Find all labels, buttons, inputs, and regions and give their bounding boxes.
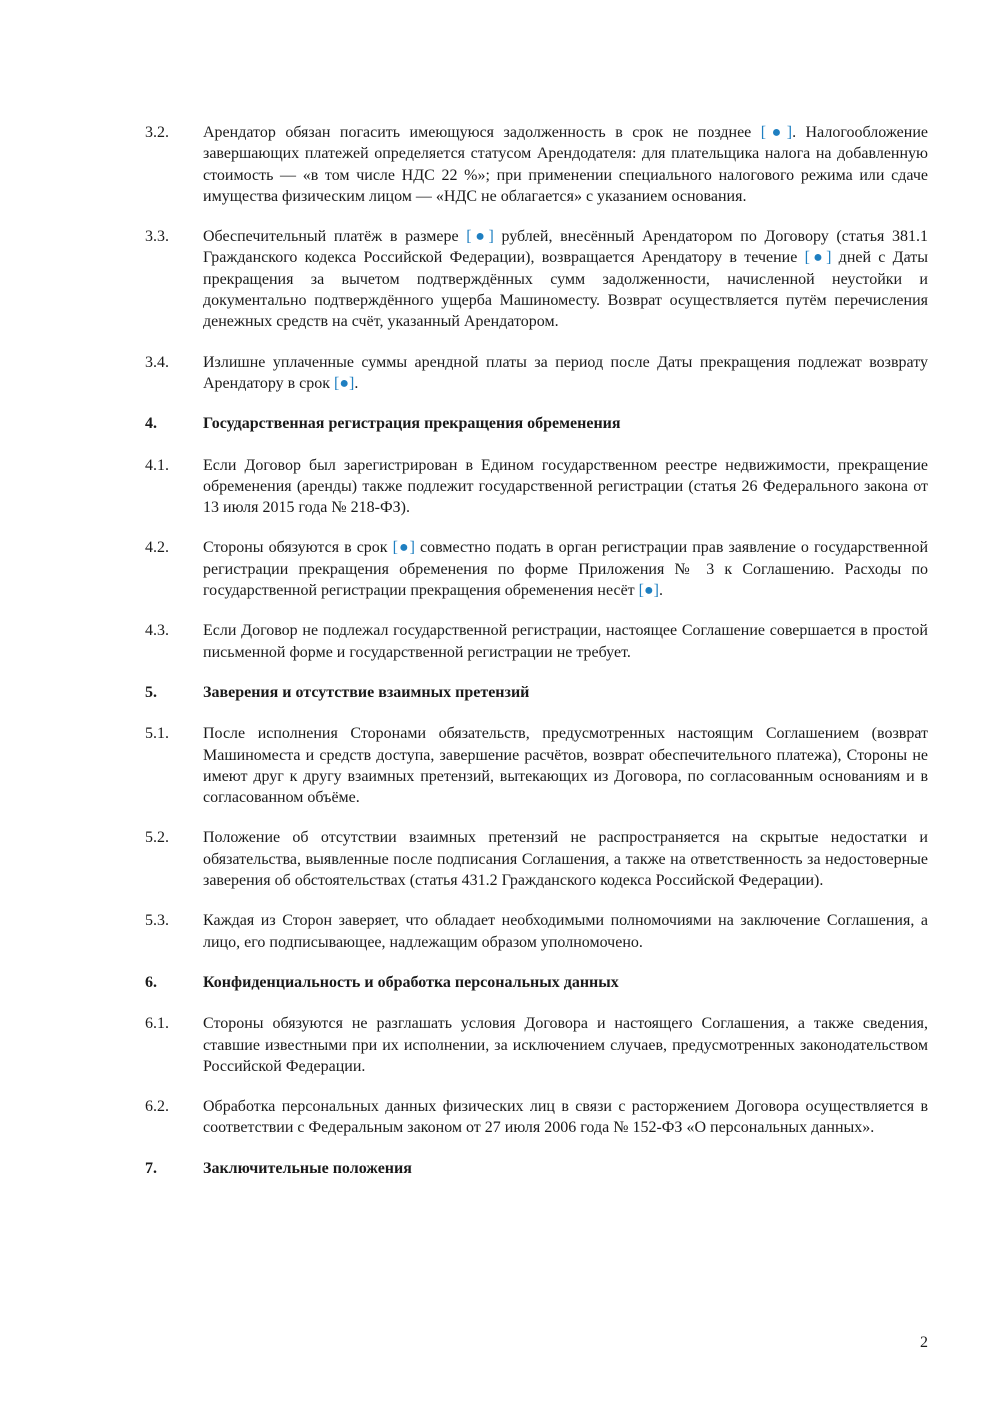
clause-text [203,910,928,953]
text-run: дней с Даты прекращения за вычетом подтверждённых сумм задолженности, начисленной неустойки и документально подтверждённого ущерба Машиноместу. Возврат осуществляется путём перечисления денежных средств на счёт, указанный Арендатором. [203,249,929,331]
section-title [203,413,928,434]
text-run: Если Договор был зарегистрирован в Едином государственном реестре недвижимости, прекращение обременения (аренды) также подлежит государственной регистрации (статья 26 Федерального закона от 13 июля 2015 года № 218-ФЗ). [203,456,928,517]
clause [145,352,928,395]
clause-text [203,352,928,395]
text-run: Обеспечительный платёж в размере [203,228,467,246]
text-run: Заключительные положения [203,1159,412,1177]
clause-text [203,537,928,601]
section-heading [145,682,928,703]
text-run: совместно подать в орган регистрации прав заявление о государственной регистрации прекращения обременения по форме Приложения № 3 к Соглашению. Расходы по государственной регистрации прекращения обременения несёт [203,539,928,600]
placeholder-field: [●] [392,539,416,557]
document-body [145,122,928,1199]
text-run: Обработка персональных данных физических лиц в связи с расторжением Договора осуществляется в соответствии с Федеральным законом от 27 июля 2006 года № 152-ФЗ «О персональных данных». [203,1098,928,1137]
clause [145,122,928,207]
text-run: Стороны обязуются не разглашать условия Договора и настоящего Соглашения, а также сведения, ставшие известными при их исполнении, за исключением случаев, предусмотренных законодательством Российской Федерации. [203,1015,928,1075]
clause [145,226,928,332]
placeholder-field: [●] [638,582,659,600]
section-heading [145,972,928,993]
clause-number: 4.1. [145,456,169,474]
clause-number: 6.1. [145,1015,169,1033]
clause [145,620,928,663]
text-run: . Налогообложение завершающих платежей определяется статусом Арендодателя: для плательщика налога на добавленную стоимость — «в том числе НДС 22 %»; при применении специального налогового режима или сдаче имущества физическим лицом — «НДС не облагается» с указанием основания. [203,124,928,205]
clause-text [203,226,928,332]
text-run: Заверения и отсутствие взаимных претензий [203,683,530,701]
section-title [203,972,928,993]
clause-number: 3.3. [145,228,169,246]
clause-number: 4.2. [145,539,169,557]
clause [145,1013,928,1077]
clause [145,723,928,808]
text-run: Арендатор обязан погасить имеющуюся задолженность в срок не позднее [203,124,761,141]
clause [145,1096,928,1139]
text-run: . [658,582,663,600]
text-run: . [354,374,359,392]
clause-text [203,1013,928,1077]
placeholder-field: [●] [804,249,832,267]
clause-text [203,122,928,207]
text-run: После исполнения Сторонами обязательств, предусмотренных настоящим Соглашением (возврат Машиноместа и средств доступа, завершение расчётов, возврат обеспечительного платежа), Стороны не имеют друг к другу взаимных претензий, вытекающих из Договора, по согласованным основаниям и в согласованном объёме. [203,725,928,807]
clause [145,910,928,953]
text-run: Излишне уплаченные суммы арендной платы за период после Даты прекращения подлежат возврату Арендатору в срок [203,353,928,392]
text-run: рублей, внесённый Арендатором по Договору (статья 381.1 Гражданского кодекса Российской Федерации), возвращается Арендатору в течение [203,228,929,267]
clause [145,827,928,891]
clause-number: 5.1. [145,725,169,743]
section-number: 6. [145,973,157,991]
clause [145,455,928,519]
text-run: Государственная регистрация прекращения обременения [203,415,621,433]
clause-number: 4.3. [145,622,169,640]
section-title [203,1158,928,1179]
text-run: Положение об отсутствии взаимных претензий не распространяется на скрытые недостатки и обязательства, выявленные после подписания Соглашения, а также на ответственность за недостоверные заверения об обстоятельствах (статья 431.2 Гражданского кодекса Российской Федерации). [203,829,928,890]
clause [145,537,928,601]
section-number: 4. [145,415,157,433]
clause-text [203,455,928,519]
clause-number: 3.4. [145,353,169,371]
text-run: Конфиденциальность и обработка персональных данных [203,973,619,991]
text-run: Каждая из Сторон заверяет, что обладает необходимыми полномочиями на заключение Соглашения, а лицо, его подписывающее, надлежащим образом уполномочено. [203,912,928,951]
section-heading [145,413,928,434]
section-number: 5. [145,683,157,701]
clause-number: 6.2. [145,1098,169,1116]
clause-text [203,1096,928,1139]
text-run: Если Договор не подлежал государственной регистрации, настоящее Соглашение совершается в простой письменной форме и государственной регистрации не требует. [203,622,928,661]
placeholder-field: [●] [760,124,793,141]
text-run: Стороны обязуются в срок [203,539,393,557]
clause-text [203,827,928,891]
page-number: 2 [920,1334,928,1351]
clause-number: 5.3. [145,912,169,930]
clause-text [203,620,928,663]
section-number: 7. [145,1159,157,1177]
placeholder-field: [●] [466,228,494,246]
clause-number: 3.2. [145,124,169,141]
section-heading [145,1158,928,1179]
section-title [203,682,928,703]
clause-number: 5.2. [145,829,169,847]
clause-text [203,723,928,808]
placeholder-field: [●] [334,374,355,392]
